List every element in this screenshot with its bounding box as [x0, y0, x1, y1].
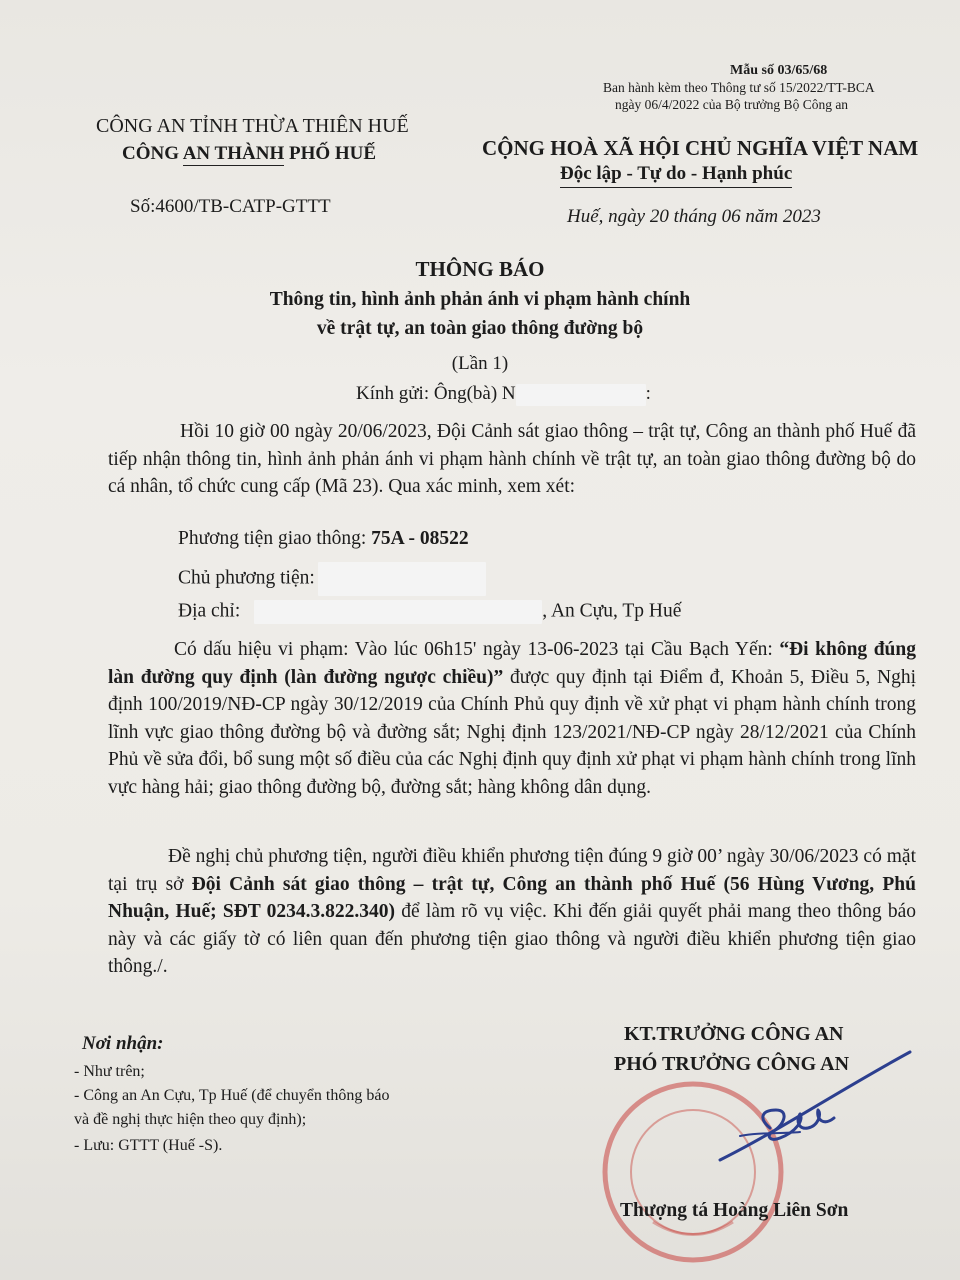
vehicle-line [178, 528, 469, 550]
signer-name: Thượng tá Hoàng Liên Sơn [620, 1200, 849, 1221]
form-reference-line1: Ban hành kèm theo Thông tư số 15/2022/TT-BCA [603, 80, 875, 95]
agency-line1: CÔNG AN TỈNH THỪA THIÊN HUẾ [96, 115, 409, 137]
recipients-item: và đề nghị thực hiện theo quy định); [74, 1111, 307, 1128]
place-date: Huế, ngày 20 tháng 06 năm 2023 [567, 206, 821, 227]
paragraph-violation [108, 636, 916, 801]
redacted-owner [318, 562, 486, 596]
national-motto: Độc lập - Tự do - Hạnh phúc [560, 163, 792, 188]
signature-title-line2: PHÓ TRƯỞNG CÔNG AN [614, 1053, 850, 1075]
recipient-line [356, 383, 651, 406]
violation-description: “Đi không đúng làn đường quy định (làn đường ngược chiều)” [108, 639, 916, 688]
agency-line2-post: PHỐ HUẾ [284, 143, 377, 164]
paragraph-intro: Hồi 10 giờ 00 ngày 20/06/2023, Đội Cảnh sát giao thông – trật tự, Công an thành phố Huế đã tiếp nhận thông tin, hình ảnh phản ánh vi phạm hành chính về trật tự, an toàn giao thông đường bộ do cá nhân, tổ chức cung cấp (Mã 23). Qua xác minh, xem xét: [108, 421, 916, 497]
recipients-item: - Như trên; [74, 1063, 145, 1080]
violation-pre: Có dấu hiệu vi phạm: Vào lúc 06h15' ngày 13-06-2023 tại Cầu Bạch Yến: [174, 639, 780, 660]
recipients-item: - Lưu: GTTT (Huế -S). [74, 1137, 223, 1154]
request-pre: Đề nghị chủ phương tiện, người điều khiển phương tiện đúng 9 giờ 00’ ngày 30/06/2023 có mặt tại trụ sở [108, 846, 916, 895]
address-label: Địa chỉ: [178, 600, 241, 622]
document-subtitle-line2: về trật tự, an toàn giao thông đường bộ [316, 318, 644, 339]
vehicle-plate: 75A - 08522 [371, 528, 469, 549]
vehicle-label: Phương tiện giao thông: [178, 528, 372, 549]
owner-line [178, 562, 486, 596]
paragraph-request [108, 843, 916, 981]
nation-title: CỘNG HOÀ XÃ HỘI CHỦ NGHĨA VIỆT NAM [482, 136, 919, 160]
request-location: Đội Cảnh sát giao thông – trật tự, Công an thành phố Huế (56 Hùng Vương, Phú Nhuận, Huế; SĐT 0234.3.822.340) [108, 873, 916, 922]
agency-line2-pre: CÔNG [122, 143, 183, 164]
signature-title-line1: KT.TRƯỞNG CÔNG AN [624, 1023, 844, 1045]
request-post: để làm rõ vụ việc. Khi đến giải quyết phải mang theo thông báo này và các giấy tờ có liên quan đến phương tiện giao thông và người điều khiển phương tiện giao thông./. [108, 901, 916, 977]
owner-label: Chủ phương tiện: [178, 567, 315, 589]
recipient-label: Kính gửi: Ông(bà) N [356, 383, 516, 404]
address-tail: , An Cựu, Tp Huế [542, 600, 682, 622]
recipient-tail: : [645, 383, 651, 404]
form-code: Mẫu số 03/65/68 [730, 63, 828, 78]
handwritten-signature [700, 1040, 920, 1170]
top-edge-shadow [330, 0, 650, 22]
document-title: THÔNG BÁO [415, 257, 545, 281]
agency-line2-underlined: AN THÀNH [182, 143, 285, 164]
agency-line2 [122, 143, 376, 165]
redacted-name [516, 384, 646, 406]
address-line [178, 600, 681, 624]
document-subtitle-line1: Thông tin, hình ảnh phản ánh vi phạm hành chính [269, 289, 691, 310]
redacted-address [254, 600, 542, 624]
document-number: Số:4600/TB-CATP-GTTT [130, 196, 331, 217]
recipients-title: Nơi nhận: [82, 1033, 164, 1054]
notice-round: (Lần 1) [451, 353, 509, 374]
violation-post: được quy định tại Điểm đ, Khoản 5, Điều 5, Nghị định 100/2019/NĐ-CP ngày 30/12/2019 của Chính Phủ quy định về xử phạt vi phạm hành chính trong lĩnh vực giao thông đường bộ và đường sắt; Nghị định 123/2021/NĐ-CP ngày 28/12/2021 của Chính Phủ về sửa đổi, bổ sung một số điều của các Nghị định quy định xử phạt vi phạm hành chính trong lĩnh vực hàng hải; giao thông đường bộ, đường sắt; hàng không dân dụng. [108, 666, 916, 798]
form-reference-line2: ngày 06/4/2022 của Bộ trưởng Bộ Công an [615, 97, 849, 112]
recipients-item: - Công an An Cựu, Tp Huế (để chuyển thông báo [74, 1087, 390, 1104]
